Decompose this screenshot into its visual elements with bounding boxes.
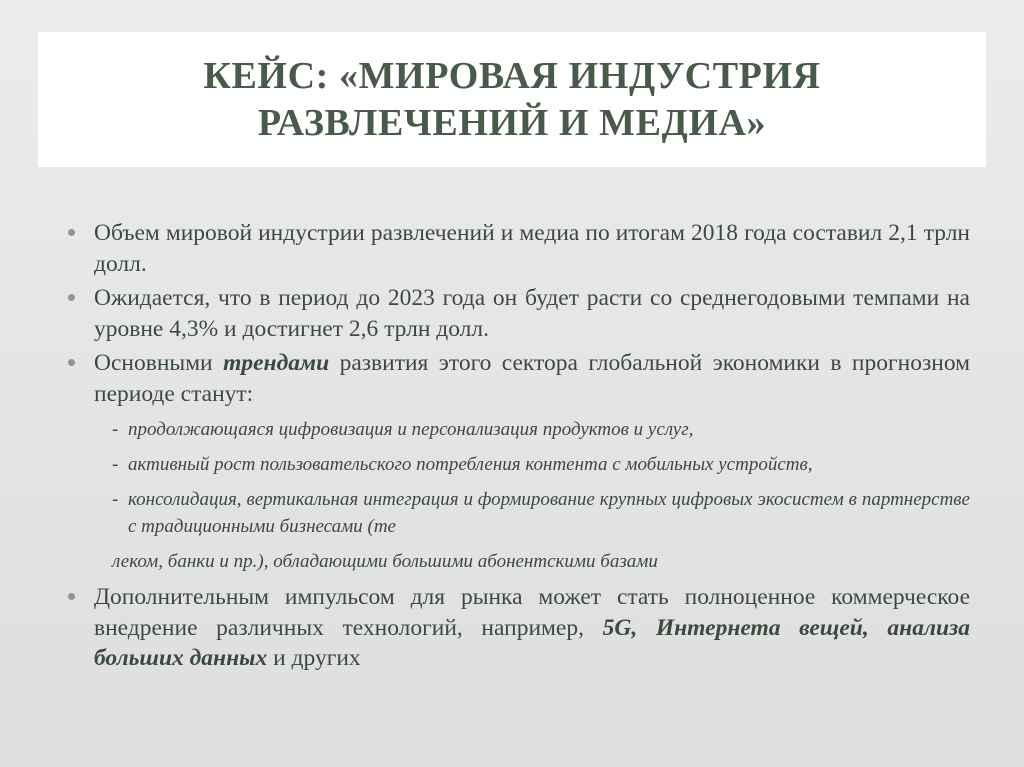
bullet-item-1: [62, 218, 970, 279]
sub-bullet-text-2: активный рост пользовательского потребления контента с мобильных устройств,: [128, 454, 813, 476]
bullet-dot-icon: [68, 229, 75, 236]
bullet-item-2: [62, 283, 970, 344]
bullet-item-3: [62, 348, 970, 576]
sub-bullet-text-3: консолидация, вертикальная интеграция и формирование крупных цифровых экосистем в партнерстве с традиционными бизнесами (те: [128, 489, 970, 538]
bullet-text-1: Объем мировой индустрии развлечений и медиа по итогам 2018 года составил 2,1 трлн долл.: [94, 220, 970, 277]
bullet-text-4-before: Дополнительным импульсом для рынка может стать полноценное коммерческое внедрение различных технологий, например,: [94, 584, 970, 641]
bullet-dot-icon: [68, 359, 75, 366]
sub-bullet-continuation-text: леком, банки и пр.), обладающими большими абонентскими базами: [112, 551, 658, 573]
sub-bullet-continuation: [94, 549, 970, 576]
bullet-dot-icon: [68, 593, 75, 600]
dash-icon: -: [112, 419, 119, 441]
sub-bullet-item-3: [94, 487, 970, 541]
slide-body: [62, 218, 970, 678]
dash-icon: -: [112, 489, 119, 511]
bullet-text-3: [94, 348, 970, 409]
dash-icon: -: [112, 454, 119, 476]
bullet-text-3-after: развития этого сектора глобальной экономики в прогнозном периоде станут:: [94, 350, 971, 407]
bullet-text-3-emphasis: трендами: [223, 350, 330, 377]
bullet-text-3-before: Основными: [94, 350, 224, 377]
bullet-text-2: Ожидается, что в период до 2023 года он будет расти со среднегодовыми темпами на уровне 4,3% и достигнет 2,6 трлн долл.: [94, 285, 970, 342]
bullet-text-4-emphasis: 5G, Интернета вещей, анализа больших данных: [94, 614, 970, 672]
bullet-dot-icon: [68, 294, 75, 301]
slide-title-band: [38, 32, 986, 167]
bullet-list: [62, 218, 970, 674]
sub-bullet-text-1: продолжающаяся цифровизация и персонализация продуктов и услуг,: [128, 419, 694, 441]
bullet-text-4: [94, 582, 970, 674]
bullet-text-4-after: и других: [267, 645, 361, 672]
page-title: КЕЙС: «МИРОВАЯ ИНДУСТРИЯ РАЗВЛЕЧЕНИЙ И МЕДИА»: [203, 55, 821, 144]
bullet-item-4: [62, 582, 970, 674]
sub-bullet-item-1: [94, 417, 970, 444]
sub-bullet-list: [94, 417, 970, 576]
sub-bullet-item-2: [94, 452, 970, 479]
